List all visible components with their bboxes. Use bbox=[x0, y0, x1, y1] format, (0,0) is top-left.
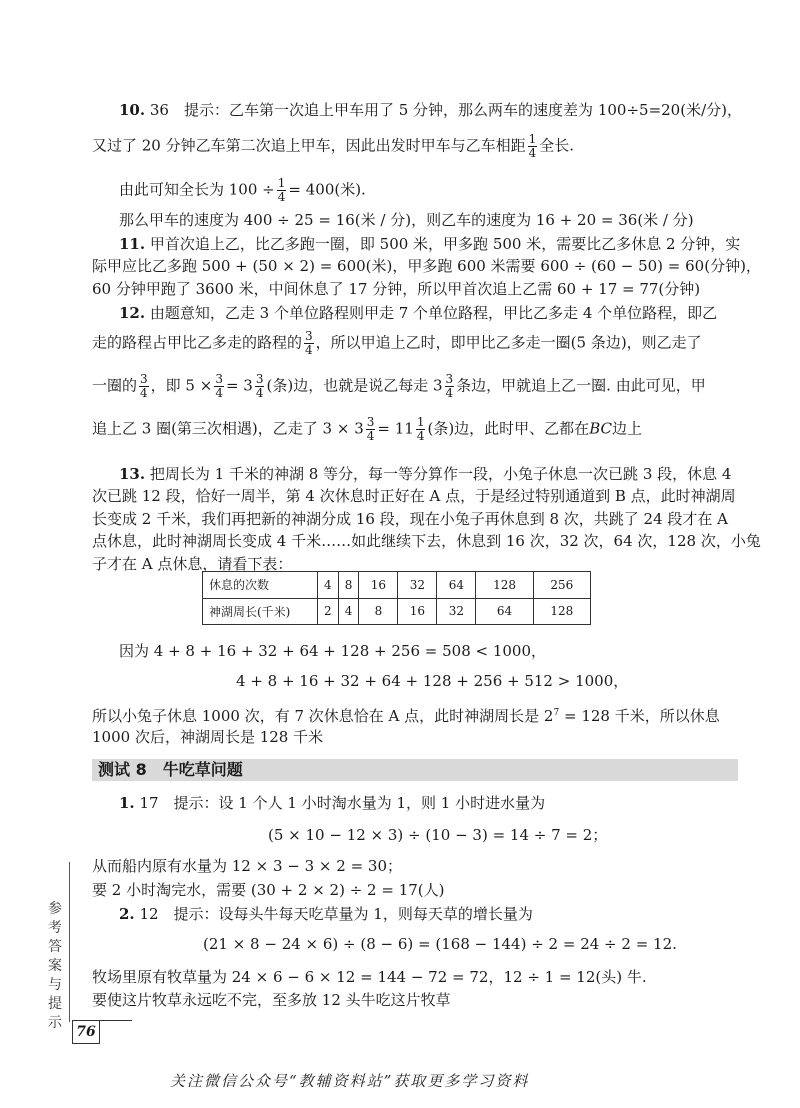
q12-line4 bbox=[92, 416, 642, 443]
q12-text4d: BC bbox=[589, 419, 612, 438]
q11-line2: 际甲应比乙多跑 500 + (50 × 2) = 600(米)，甲多跑 600 米需要 600 ÷ (60 − 50) = 60(分钟)， bbox=[92, 257, 761, 275]
table-cell: 64 bbox=[476, 598, 533, 625]
t8-q2-line4: 要使这片牧草永远吃不完，至多放 12 头牛吃这片牧草 bbox=[92, 991, 451, 1009]
t8-q1-line2: (5 × 10 − 12 × 3) ÷ (10 − 3) = 14 ÷ 7 = 2； bbox=[268, 826, 608, 844]
q11-line3: 60 分钟甲跑了 3600 米，中间休息了 17 分钟，所以甲首次追上乙需 60 + 17 = 77(分钟) bbox=[92, 280, 701, 298]
fraction-1-4: $\frac{1}{4}$ bbox=[277, 176, 286, 204]
q11-text1: 甲首次追上乙，比乙多跑一圈，即 500 米，甲多跑 500 米，需要比乙多休息 2 分钟，实 bbox=[149, 235, 741, 253]
q11-number: 11. bbox=[119, 235, 146, 253]
q12-line1 bbox=[119, 303, 717, 323]
q13-after3a: 所以小兔子休息 1000 次，有 7 次休息恰在 A 点，此时神湖周长是 2 bbox=[92, 707, 554, 725]
q13-exponent: 7 bbox=[553, 708, 560, 718]
footer-watermark: 关注微信公众号“教辅资料站”获取更多学习资料 bbox=[170, 1072, 530, 1090]
fraction-3-4: $\frac{3}{4}$ bbox=[255, 372, 264, 400]
fraction-3-4: $\frac{3}{4}$ bbox=[366, 415, 375, 443]
q12-line3 bbox=[92, 373, 706, 400]
t8-q1-number: 1. bbox=[119, 794, 135, 812]
table-row bbox=[203, 598, 591, 625]
table-cell: 128 bbox=[476, 572, 533, 599]
q13-line5: 子才在 A 点休息，请看下表： bbox=[92, 555, 293, 573]
q12-text3e: 条边，甲就追上乙一圈. 由此可见，甲 bbox=[456, 376, 706, 395]
fraction-3-4: $\frac{3}{4}$ bbox=[215, 372, 223, 400]
q10-text3b: = 400(米). bbox=[288, 180, 366, 199]
t8-q2-text1: 12 提示：设每头牛每天吃草量为 1，则每天草的增长量为 bbox=[139, 905, 533, 923]
q13-line1 bbox=[119, 464, 731, 484]
sidebar-label: 参考答案与提示 bbox=[48, 901, 62, 1031]
q13-after4: 1000 次后，神湖周长是 128 千米 bbox=[92, 728, 324, 746]
table-cell: 16 bbox=[398, 598, 437, 625]
q12-text3d: (条)边，也就是说乙每走 3 bbox=[266, 376, 443, 395]
q10-line3 bbox=[119, 177, 366, 204]
t8-q1-text1: 17 提示：设 1 个人 1 小时淘水量为 1，则 1 小时进水量为 bbox=[139, 794, 546, 812]
q13-after3 bbox=[92, 703, 720, 726]
table-cell: 128 bbox=[533, 598, 590, 625]
q13-line3: 长变成 2 千米，我们再把新的神湖分成 16 段，现在小兔子再休息到 8 次，共跳了 24 段才在 A bbox=[92, 510, 729, 528]
table-cell: 8 bbox=[338, 572, 359, 599]
table-cell: 神湖周长(千米) bbox=[203, 598, 318, 625]
q12-text4b: = 11 bbox=[377, 419, 414, 438]
table-cell: 4 bbox=[338, 598, 359, 625]
fraction-1-4: $\frac{1}{4}$ bbox=[528, 132, 537, 160]
q13-text1: 把周长为 1 千米的神湖 8 等分，每一等分算作一段，小兔子休息一次已跳 3 段，休息 4 bbox=[149, 465, 732, 483]
section-header: 测试 8 牛吃草问题 bbox=[92, 759, 738, 781]
q13-line2: 次已跳 12 段，恰好一周半，第 4 次休息时正好在 A 点，于是经过特别通道到 B 点，此时神湖周 bbox=[92, 487, 736, 505]
q13-after1: 因为 4 + 8 + 16 + 32 + 64 + 128 + 256 = 508 < 1000， bbox=[119, 642, 547, 660]
q10-line1 bbox=[119, 100, 742, 120]
table-cell: 4 bbox=[318, 572, 339, 599]
q12-text4e: 边上 bbox=[611, 419, 642, 438]
table-row bbox=[203, 572, 591, 599]
page-number: 76 bbox=[72, 1020, 100, 1044]
fraction-3-4: $\frac{3}{4}$ bbox=[140, 372, 148, 400]
fraction-3-4: $\frac{3}{4}$ bbox=[305, 329, 313, 357]
q10-text2b: 全长. bbox=[539, 136, 575, 155]
sidebar-rule bbox=[69, 862, 70, 1022]
table-cell: 8 bbox=[359, 598, 398, 625]
q10-line4: 那么甲车的速度为 400 ÷ 25 = 16(米 / 分)，则乙车的速度为 16 + 20 = 36(米 / 分) bbox=[119, 211, 694, 229]
q12-text3a: 一圈的 bbox=[92, 376, 138, 395]
t8-q2-number: 2. bbox=[119, 905, 135, 923]
t8-q1-line4: 要 2 小时淘完水，需要 (30 + 2 × 2) ÷ 2 = 17(人) bbox=[92, 881, 445, 899]
q12-number: 12. bbox=[119, 304, 146, 322]
q12-text2a: 走的路程占甲比乙多走的路程的 bbox=[92, 333, 303, 352]
q12-text1: 由题意知，乙走 3 个单位路程则甲走 7 个单位路程，甲比乙多走 4 个单位路程，即乙 bbox=[149, 304, 718, 322]
t8-q1-line1 bbox=[119, 793, 545, 813]
q12-text3c: = 3 bbox=[225, 376, 253, 395]
table-cell: 16 bbox=[359, 572, 398, 599]
table-cell: 32 bbox=[437, 598, 476, 625]
table-cell: 休息的次数 bbox=[203, 572, 318, 599]
q13-after3b: = 128 千米，所以休息 bbox=[559, 707, 720, 725]
q10-line2 bbox=[92, 133, 574, 160]
table-cell: 32 bbox=[398, 572, 437, 599]
table-cell: 2 bbox=[318, 598, 339, 625]
q13-line4: 点休息，此时神湖周长变成 4 千米……如此继续下去，休息到 16 次，32 次，64 次，128 次，小兔 bbox=[92, 532, 761, 550]
q12-text4c: (条)边，此时甲、乙都在 bbox=[427, 419, 590, 438]
table-cell: 64 bbox=[437, 572, 476, 599]
q10-text3a: 由此可知全长为 100 ÷ bbox=[119, 180, 275, 199]
q13-number: 13. bbox=[119, 465, 146, 483]
q12-line2 bbox=[92, 330, 702, 357]
q12-text3b: ，即 5 × bbox=[150, 376, 213, 395]
q10-number: 10. bbox=[119, 101, 146, 119]
q12-text4a: 追上乙 3 圈(第三次相遇)，乙走了 3 × 3 bbox=[92, 419, 364, 438]
t8-q2-line2: (21 × 8 − 24 × 6) ÷ (8 − 6) = (168 − 144) ÷ 2 = 24 ÷ 2 = 12. bbox=[203, 935, 677, 953]
rest-count-table bbox=[202, 571, 591, 625]
t8-q2-line1 bbox=[119, 904, 533, 924]
q10-text2a: 又过了 20 分钟乙车第二次追上甲车，因此出发时甲车与乙车相距 bbox=[92, 136, 526, 155]
t8-q2-line3: 牧场里原有牧草量为 24 × 6 − 6 × 12 = 144 − 72 = 72，12 ÷ 1 = 12(头) 牛. bbox=[92, 968, 647, 986]
fraction-3-4: $\frac{3}{4}$ bbox=[445, 372, 454, 400]
q11-line1 bbox=[119, 234, 740, 254]
table-cell: 256 bbox=[533, 572, 590, 599]
q13-after2: 4 + 8 + 16 + 32 + 64 + 128 + 256 + 512 > 1000， bbox=[236, 672, 629, 690]
q12-text2b: ，所以甲追上乙时，即甲比乙多走一圈(5 条边)，则乙走了 bbox=[315, 333, 702, 352]
fraction-1-4: $\frac{1}{4}$ bbox=[416, 415, 425, 443]
q10-text1: 36 提示：乙车第一次追上甲车用了 5 分钟，那么两车的速度差为 100÷5=20(米/分)， bbox=[149, 101, 742, 119]
t8-q1-line3: 从而船内原有水量为 12 × 3 − 3 × 2 = 30； bbox=[92, 857, 402, 875]
